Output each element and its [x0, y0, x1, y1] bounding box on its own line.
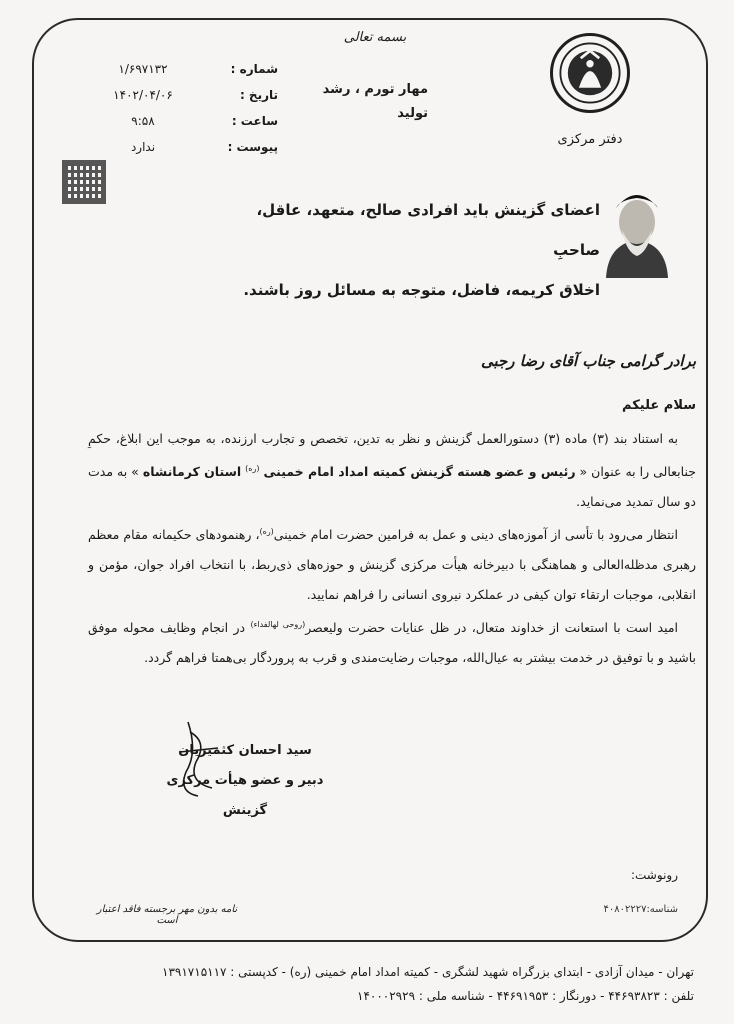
- letter-meta: [113, 56, 278, 160]
- honorific: (ره): [259, 527, 274, 537]
- greeting: سلام علیکم: [622, 398, 696, 413]
- quote-line-1: اعضای گزینش باید افرادی صالح، متعهد، عاقل، صاحبِ: [256, 201, 600, 259]
- meta-label: تاریخ :: [239, 88, 278, 102]
- addressee: برادر گرامی جناب آقای رضا رجبی: [480, 352, 696, 370]
- slogan-line-1: مهار تورم ، رشد: [322, 82, 428, 97]
- meta-label: شماره :: [230, 62, 278, 76]
- text-span: امید است با استعانت از خداوند متعال، در ظل عنایات حضرت ولیعصر: [305, 620, 679, 636]
- validity-note: نامه بدون مهر برجسته فاقد اعتبار است: [96, 904, 238, 926]
- slogan-stamp: [308, 78, 428, 126]
- position-title: رئیس و عضو هسته گزینش کمیته امداد امام خمینی: [263, 464, 576, 480]
- qr-code-icon: [62, 160, 106, 204]
- document-id: شناسه:۴۰۸۰۲۲۲۷: [603, 904, 678, 915]
- leader-quote: [240, 190, 600, 310]
- paragraph-2: [88, 517, 696, 610]
- meta-value: ندارد: [130, 140, 156, 154]
- text-span: به استناد بند (۳) ماده (۳) دستورالعمل گزینش و نظر به تدین، تخصص و تجارب ارزنده، به موجب این ابلاغ، حکمِ جنابعالی را به عنوان «: [88, 431, 696, 480]
- meta-label: پیوست :: [227, 140, 278, 154]
- letter-body: [88, 424, 696, 673]
- meta-value: ۱۴۰۲/۰۴/۰۶: [113, 88, 173, 102]
- meta-attachment: [130, 134, 278, 160]
- basmala-heading: بسمه تعالی: [343, 30, 407, 45]
- province-name: استان کرمانشاه: [142, 464, 242, 480]
- emblem-icon: [553, 36, 627, 110]
- emblem-logo: [550, 33, 630, 113]
- meta-date: [113, 82, 278, 108]
- honorific: (روحی لهالفداء): [250, 620, 306, 630]
- paragraph-1: [88, 424, 696, 517]
- paragraph-3: [88, 610, 696, 673]
- slogan-line-2: تولید: [397, 106, 428, 121]
- footer-contact: [40, 960, 694, 1008]
- text-span: در انجام وظایف محوله موفق باشید و با توفیق در خدمت بیشتر به عیال‌الله، موجبات رضایت‌مندی و قرب به پروردگار بی‌همتا فراهم گردد.: [88, 620, 696, 666]
- meta-label: ساعت :: [231, 114, 278, 128]
- text-span: انتظار می‌رود با تأسی از آموزه‌های دینی و عمل به فرامین حضرت امام خمینی: [273, 527, 678, 543]
- text-span: ، رهنمودهای حکیمانه مقام معظم رهبری مدظله‌العالی و هماهنگی با دبیرخانه هیأت مرکزی گزینش و حوزه‌های ذی‌ربط، با انتخاب افراد جوان، مؤمن و انقلابی، موجبات ارتقاء توان کیفی در عملکرد نیروی انسانی را فراهم نمایید.: [88, 527, 696, 603]
- quote-line-2: اخلاق کریمه، فاضل، متوجه به مسائل روز باشند.: [243, 281, 600, 299]
- portrait-icon: [596, 182, 678, 278]
- signature-block: [150, 736, 340, 826]
- signatory-name: سید احسان کثمیریان: [178, 743, 312, 758]
- honorific: (ره): [245, 464, 260, 473]
- meta-time: [131, 108, 278, 134]
- meta-value: ۱/۶۹۷۱۳۲: [118, 62, 168, 76]
- text-span: » به مدت دو سال تمدید می‌نماید.: [88, 464, 696, 510]
- cc-label: رونوشت:: [630, 868, 678, 882]
- meta-number: [118, 56, 278, 82]
- office-label: دفتر مرکزی: [557, 132, 623, 147]
- signatory-title: دبیر و عضو هیأت مرکزی گزینش: [166, 773, 324, 818]
- footer-address: تهران - میدان آزادی - ابتدای بزرگراه شهید لشگری - کمیته امداد امام خمینی (ره) - کدپستی : ۱۳۹۱۷۱۵۱۱۷: [162, 965, 694, 979]
- footer-phones: تلفن : ۴۴۶۹۳۸۲۳ - دورنگار : ۴۴۶۹۱۹۵۳ - شناسه ملی : ۱۴۰۰۰۲۹۲۹: [357, 989, 694, 1003]
- meta-value: ۹:۵۸: [131, 114, 155, 128]
